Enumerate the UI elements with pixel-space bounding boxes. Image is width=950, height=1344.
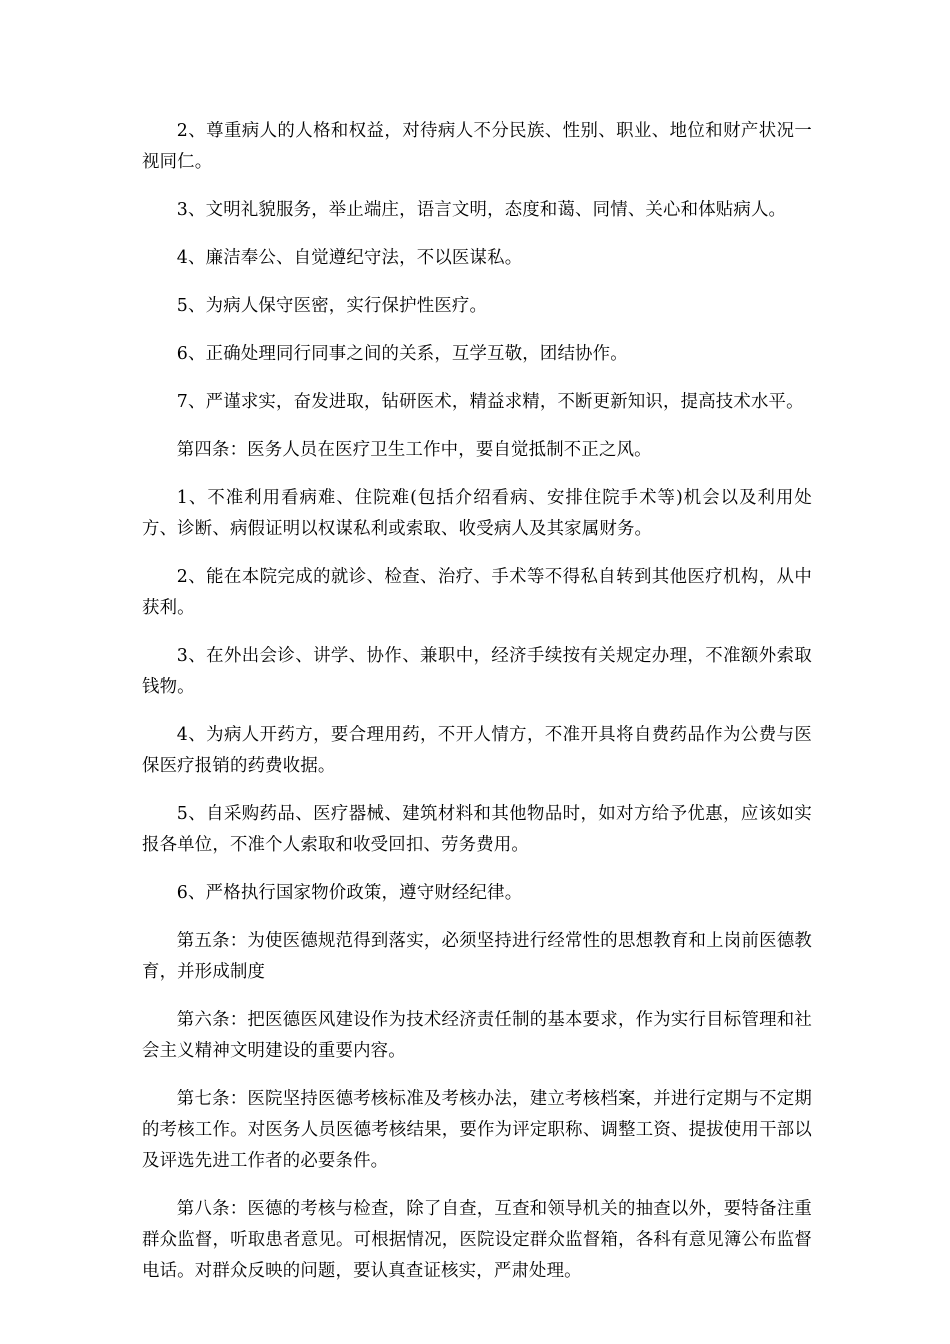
article-paragraph: 第六条：把医德医风建设作为技术经济责任制的基本要求，作为实行目标管理和社会主义精神文明建设的重要内容。 [142,1010,812,1061]
paragraph: 7、严谨求实，奋发进取，钻研医术，精益求精，不断更新知识，提高技术水平。 [176,392,804,412]
article-paragraph: 第五条：为使医德规范得到落实，必须坚持进行经常性的思想教育和上岗前医德教育，并形成制度 [142,931,812,982]
article-paragraph: 第七条：医院坚持医德考核标准及考核办法，建立考核档案，并进行定期与不定期的考核工作。对医务人员医德考核结果，要作为评定职称、调整工资、提拔使用干部以及评选先进工作者的必要条件。 [142,1089,812,1171]
paragraph: 6、正确处理同行同事之间的关系，互学互敬，团结协作。 [176,344,628,364]
paragraph: 4、廉洁奉公、自觉遵纪守法，不以医谋私。 [176,248,523,268]
paragraph: 1、不准利用看病难、住院难(包括介绍看病、安排住院手术等)机会以及利用处方、诊断、病假证明以权谋私利或索取、收受病人及其家属财务。 [142,488,812,539]
paragraph: 3、在外出会诊、讲学、协作、兼职中，经济手续按有关规定办理，不准额外索取钱物。 [142,646,812,697]
paragraph: 4、为病人开药方，要合理用药，不开人情方，不准开具将自费药品作为公费与医保医疗报销的药费收据。 [142,725,812,776]
document-body [142,116,812,1287]
paragraph: 2、能在本院完成的就诊、检查、治疗、手术等不得私自转到其他医疗机构，从中获利。 [142,567,812,618]
paragraph: 6、严格执行国家物价政策，遵守财经纪律。 [176,883,523,903]
paragraph: 5、为病人保守医密，实行保护性医疗。 [176,296,488,316]
article-heading: 第四条：医务人员在医疗卫生工作中，要自觉抵制不正之风。 [176,440,652,460]
paragraph: 2、尊重病人的人格和权益，对待病人不分民族、性别、职业、地位和财产状况一视同仁。 [142,121,812,172]
article-paragraph: 第八条：医德的考核与检查，除了自查，互查和领导机关的抽查以外，要特备注重群众监督，听取患者意见。可根据情况，医院设定群众监督箱，各科有意见簿公布监督电话。对群众反映的问题，要认真查证核实，严肃处理。 [142,1199,812,1281]
paragraph: 3、文明礼貌服务，举止端庄，语言文明，态度和蔼、同情、关心和体贴病人。 [176,200,787,220]
paragraph: 5、自采购药品、医疗器械、建筑材料和其他物品时，如对方给予优惠，应该如实报各单位，不准个人索取和收受回扣、劳务费用。 [142,804,812,855]
